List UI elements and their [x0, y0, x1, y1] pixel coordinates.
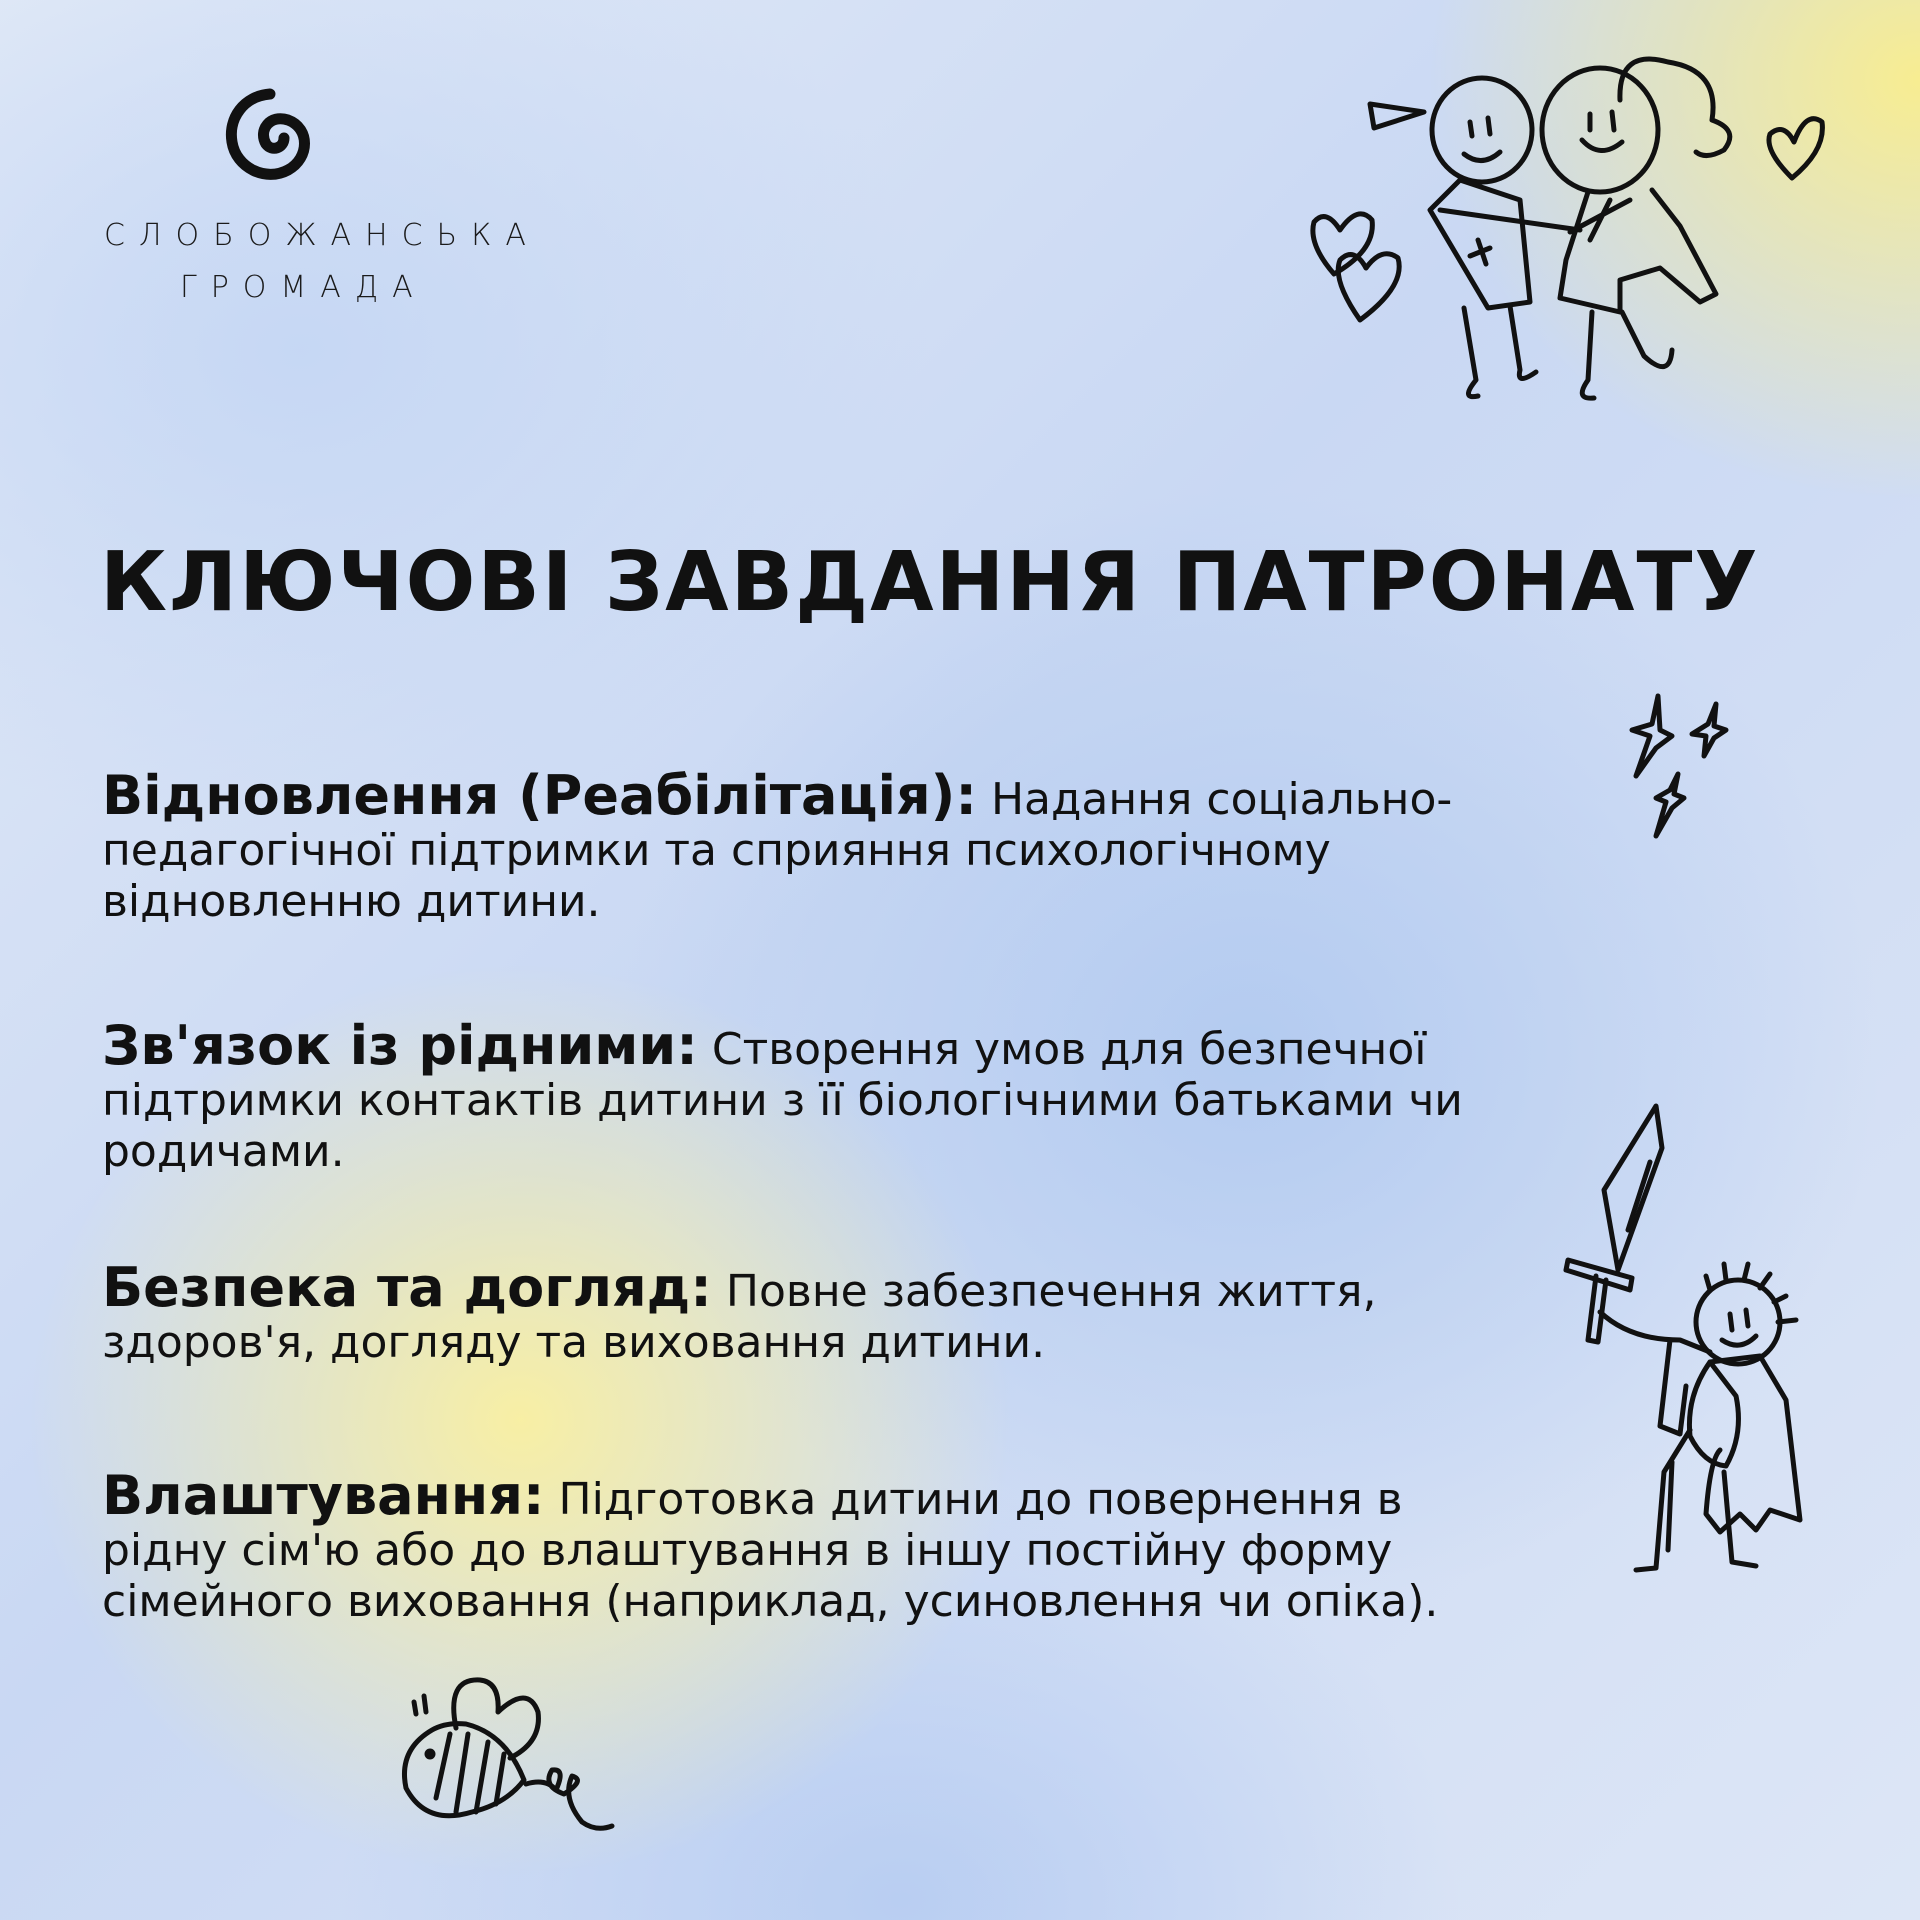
knight-boy-icon — [1560, 1100, 1820, 1580]
item-heading: Відновлення (Реабілітація): — [102, 764, 977, 827]
heart-icon — [1306, 200, 1386, 280]
brand-name-line2: ГРОМАДА — [180, 270, 427, 305]
item-text: Підготовка дитини до повернення в рідну сім'ю або до влаштування в іншу постійну форму сімейного виховання (наприклад, усиновлення чи опіка). — [102, 1474, 1439, 1627]
list-item — [102, 1014, 1522, 1177]
hugging-girls-icon — [1360, 50, 1840, 450]
page-title: КЛЮЧОВІ ЗАВДАННЯ ПАТРОНАТУ — [100, 535, 1760, 630]
bee-icon — [396, 1672, 626, 1842]
item-text: Надання соціально-педагогічної підтримки та сприяння психологічному відновленню дитини. — [102, 774, 1453, 927]
item-heading: Влаштування: — [102, 1464, 545, 1527]
list-item — [102, 1464, 1522, 1627]
spiral-logo-icon — [222, 90, 332, 190]
item-heading: Безпека та догляд: — [102, 1256, 712, 1319]
brand-name-line1: СЛОБОЖАНСЬКА — [104, 218, 540, 253]
sparkles-icon — [1626, 690, 1746, 840]
item-heading: Зв'язок із рідними: — [102, 1014, 698, 1077]
list-item — [102, 1256, 1522, 1368]
list-item — [102, 764, 1522, 927]
item-text: Повне забезпечення життя, здоров'я, догляду та виховання дитини. — [102, 1266, 1377, 1368]
item-text: Створення умов для безпечної підтримки контактів дитини з її біологічними батьками чи родичами. — [102, 1024, 1463, 1177]
